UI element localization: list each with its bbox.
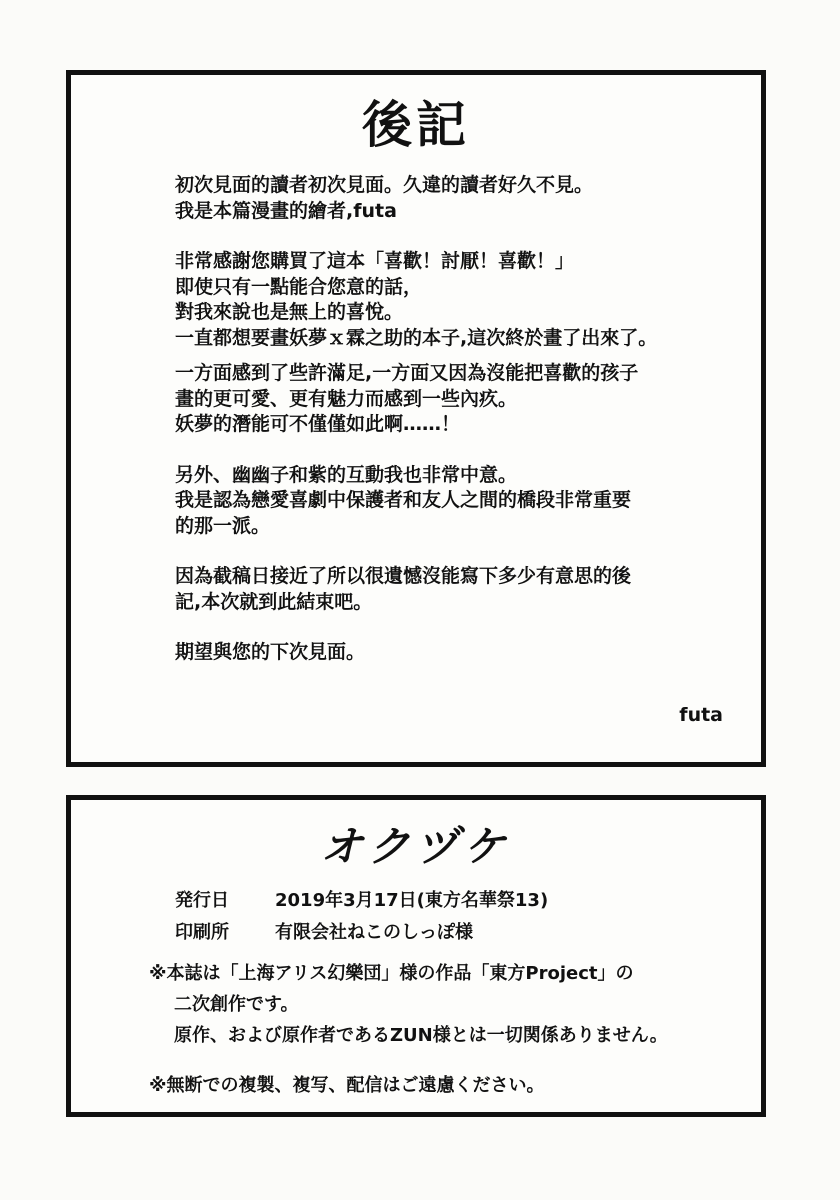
- publish-date-row: [175, 886, 548, 912]
- text-line: 初次見面的讀者初次見面。久違的讀者好久不見。: [175, 174, 594, 196]
- text-line: 期望與您的下次見面。: [175, 641, 366, 663]
- publish-date-value: 2019年3月17日(東方名華祭13): [275, 890, 549, 911]
- text-line: 因為截稿日接近了所以很遺憾沒能寫下多少有意思的後: [175, 565, 632, 587]
- printer-row: [175, 918, 473, 944]
- text-line: 畫的更可愛、更有魅力而感到一些內疚。: [175, 387, 518, 410]
- text-line: 妖夢的潛能可不僅僅如此啊……！: [175, 413, 461, 435]
- copyright-note: [149, 958, 668, 1051]
- paragraph-characters: [175, 463, 745, 540]
- colophon-title: オクヅケ: [320, 822, 512, 871]
- paragraph-farewell: [175, 640, 745, 666]
- afterword-title: 後記: [362, 96, 470, 154]
- publish-date-label: 発行日: [175, 890, 229, 911]
- text-line: 的那一派。: [175, 514, 271, 537]
- text-line: 我是本篇漫畫的繪者,futa: [175, 199, 397, 222]
- paragraph-thanks: [175, 249, 745, 351]
- text-line: 另外、幽幽子和紫的互動我也非常中意。: [175, 463, 518, 486]
- afterword-panel: [66, 70, 766, 767]
- text-line: 記,本次就到此結束吧。: [175, 590, 373, 613]
- text-line: 一直都想要畫妖夢ｘ霖之助的本子,這次終於畫了出來了。: [175, 326, 658, 349]
- text-line: 對我來說也是無上的喜悅。: [175, 301, 404, 323]
- text-line: 我是認為戀愛喜劇中保護者和友人之間的橋段非常重要: [175, 489, 632, 511]
- colophon-panel: [66, 795, 766, 1117]
- text-line: 即使只有一點能合您意的話，: [175, 275, 423, 298]
- paragraph-greeting: [175, 173, 745, 224]
- afterword-body: [175, 173, 745, 666]
- paragraph-deadline: [175, 564, 745, 615]
- note-line: 二次創作です。: [174, 994, 299, 1015]
- printer-value: 有限会社ねこのしっぽ様: [275, 922, 473, 943]
- author-signature: futa: [679, 704, 723, 726]
- note-line: ※本誌は「上海アリス幻樂団」様の作品「東方Project」の: [149, 963, 634, 984]
- paragraph-reflection: [175, 361, 745, 438]
- printer-label: 印刷所: [175, 922, 229, 943]
- reproduction-note: ※無断での複製、複写、配信はご遠慮ください。: [149, 1075, 545, 1096]
- text-line: 非常感謝您購買了這本「喜歡！討厭！喜歡！」: [175, 250, 575, 272]
- text-line: 一方面感到了些許滿足,一方面又因為沒能把喜歡的孩子: [175, 362, 639, 384]
- note-line: 原作、および原作者であるZUN様とは一切関係ありません。: [174, 1025, 668, 1046]
